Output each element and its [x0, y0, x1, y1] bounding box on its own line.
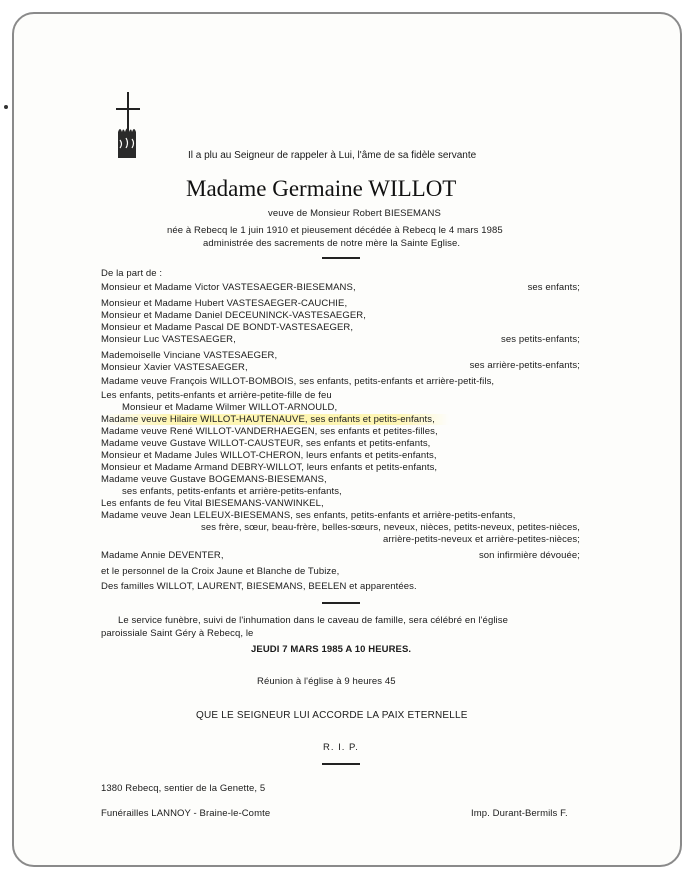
family-line-highlighted: Madame veuve Hilaire WILLOT-HAUTENAUVE, ses enfants et petits-enfants,: [101, 414, 449, 425]
intro-text: Il a plu au Seigneur de rappeler à Lui, l'âme de sa fidèle servante: [188, 150, 477, 161]
family-line: Monsieur et Madame Armand DEBRY-WILLOT, leurs enfants et petits-enfants,: [101, 462, 438, 473]
family-line: Monsieur et Madame Pascal DE BONDT-VASTESAEGER,: [101, 322, 354, 333]
service-date: JEUDI 7 MARS 1985 A 10 HEURES.: [251, 644, 412, 655]
family-line: Madame veuve Jean LELEUX-BIESEMANS, ses enfants, petits-enfants et arrière-petits-enfants,: [101, 510, 516, 521]
service-text: Le service funèbre, suivi de l'inhumation dans le caveau de famille, sera célébré en l'église: [118, 615, 508, 626]
divider: [322, 763, 360, 765]
family-line: Madame veuve René WILLOT-VANDERHAEGEN, ses enfants et petites-filles,: [101, 426, 438, 437]
family-line: ses enfants, petits-enfants et arrière-petits-enfants,: [122, 486, 342, 497]
family-line: Monsieur et Madame Victor VASTESAEGER-BIESEMANS,: [101, 282, 356, 293]
cross-with-flames-icon: [108, 92, 148, 170]
family-line: Madame veuve François WILLOT-BOMBOIS, ses enfants, petits-enfants et arrière-petit-fils,: [101, 376, 495, 387]
family-line: Monsieur et Madame Jules WILLOT-CHERON, leurs enfants et petits-enfants,: [101, 450, 437, 461]
birth-death: née à Rebecq le 1 juin 1910 et pieusement décédée à Rebecq le 4 mars 1985: [167, 225, 503, 236]
family-line: Madame veuve Gustave WILLOT-CAUSTEUR, ses enfants et petits-enfants,: [101, 438, 431, 449]
family-line: ses frère, sœur, beau-frère, belles-sœurs, neveux, nièces, petits-neveux, petites-nièces,: [200, 522, 580, 533]
relation-arriere-petits-enfants: ses arrière-petits-enfants;: [469, 360, 580, 371]
family-line: Mademoiselle Vinciane VASTESAEGER,: [101, 350, 278, 361]
service-text: paroissiale Saint Géry à Rebecq, le: [101, 628, 254, 639]
reunion-text: Réunion à l'église à 9 heures 45: [257, 676, 396, 687]
deceased-name: [186, 176, 456, 202]
family-line: Les enfants de feu Vital BIESEMANS-VANWINKEL,: [101, 498, 324, 509]
family-line: Madame Annie DEVENTER,: [101, 550, 224, 561]
address-text: 1380 Rebecq, sentier de la Genette, 5: [101, 783, 266, 794]
sacraments: administrée des sacrements de notre mère la Sainte Eglise.: [203, 238, 461, 249]
deceased-surname: WILLOT: [368, 176, 457, 201]
family-line: et le personnel de la Croix Jaune et Blanche de Tubize,: [101, 566, 340, 577]
punch-hole-dot: [4, 105, 8, 109]
family-line: Monsieur et Madame Hubert VASTESAEGER-CAUCHIE,: [101, 298, 348, 309]
family-line: Des familles WILLOT, LAURENT, BIESEMANS, BEELEN et apparentées.: [101, 581, 417, 592]
prayer-text: QUE LE SEIGNEUR LUI ACCORDE LA PAIX ETERNELLE: [196, 710, 468, 721]
relation-infirmiere: son infirmière dévouée;: [478, 550, 580, 561]
family-line: arrière-petits-neveux et arrière-petites-nièces;: [383, 534, 580, 545]
family-heading: De la part de :: [101, 268, 163, 279]
divider: [322, 602, 360, 604]
deceased-first-name: Madame Germaine: [186, 176, 369, 201]
rip-text: R. I. P.: [323, 742, 359, 753]
family-line: Madame veuve Gustave BOGEMANS-BIESEMANS,: [101, 474, 327, 485]
family-line: Monsieur Xavier VASTESAEGER,: [101, 362, 248, 373]
divider: [322, 257, 360, 259]
relation-enfants: ses enfants;: [527, 282, 580, 293]
widow-of: veuve de Monsieur Robert BIESEMANS: [268, 208, 441, 219]
family-line: Monsieur Luc VASTESAEGER,: [101, 334, 236, 345]
family-line: Monsieur et Madame Wilmer WILLOT-ARNOULD,: [122, 402, 338, 413]
family-line: Monsieur et Madame Daniel DECEUNINCK-VASTESAEGER,: [101, 310, 366, 321]
printer-text: Imp. Durant-Bermils F.: [471, 808, 568, 819]
family-line: Les enfants, petits-enfants et arrière-petite-fille de feu: [101, 390, 332, 401]
funeral-home-text: Funérailles LANNOY - Braine-le-Comte: [101, 808, 271, 819]
relation-petits-enfants: ses petits-enfants;: [501, 334, 580, 345]
